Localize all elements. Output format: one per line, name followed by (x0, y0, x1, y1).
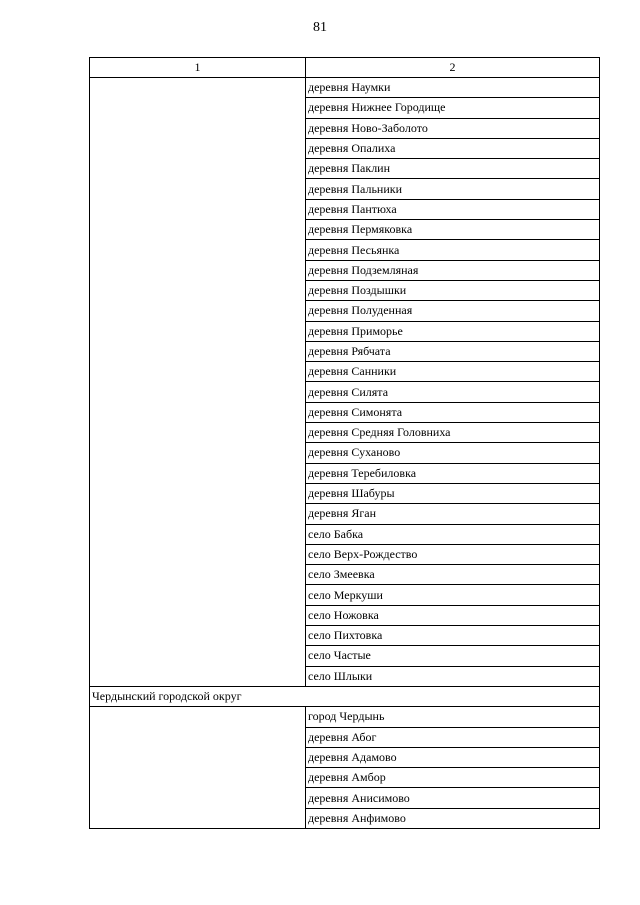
settlement-cell: деревня Яган (306, 504, 600, 524)
settlement-cell: деревня Поздышки (306, 280, 600, 300)
district-empty-cell (90, 707, 306, 829)
settlement-cell: деревня Амбор (306, 768, 600, 788)
settlement-cell: село Змеевка (306, 565, 600, 585)
settlement-cell: деревня Паклин (306, 159, 600, 179)
settlement-cell: село Верх-Рождество (306, 544, 600, 564)
table-header-row (90, 58, 600, 78)
settlement-cell: деревня Ново-Заболото (306, 118, 600, 138)
settlement-cell: село Пихтовка (306, 626, 600, 646)
settlement-cell: деревня Опалиха (306, 138, 600, 158)
column-header-1: 1 (90, 58, 306, 78)
column-header-2: 2 (306, 58, 600, 78)
settlement-cell: село Шлыки (306, 666, 600, 686)
settlement-cell: деревня Приморье (306, 321, 600, 341)
settlement-cell: деревня Пермяковка (306, 220, 600, 240)
settlement-cell: село Ножовка (306, 605, 600, 625)
settlement-cell: деревня Средняя Головниха (306, 423, 600, 443)
district-empty-cell (90, 78, 306, 687)
settlement-cell: село Частые (306, 646, 600, 666)
page-number: 81 (313, 20, 327, 35)
settlement-cell: деревня Симонята (306, 402, 600, 422)
settlement-cell: деревня Анисимово (306, 788, 600, 808)
settlement-cell: деревня Наумки (306, 78, 600, 98)
settlement-cell: деревня Санники (306, 362, 600, 382)
settlement-cell: деревня Шабуры (306, 483, 600, 503)
settlement-cell: деревня Пантюха (306, 199, 600, 219)
settlement-cell: деревня Рябчата (306, 341, 600, 361)
settlement-cell: деревня Песьянка (306, 240, 600, 260)
settlement-cell: город Чердынь (306, 707, 600, 727)
table-row (90, 707, 600, 727)
table-row (90, 78, 600, 98)
settlement-cell: деревня Теребиловка (306, 463, 600, 483)
settlement-cell: деревня Суханово (306, 443, 600, 463)
settlement-cell: деревня Адамово (306, 747, 600, 767)
settlement-cell: деревня Абог (306, 727, 600, 747)
settlement-cell: деревня Подземляная (306, 260, 600, 280)
settlement-cell: село Бабка (306, 524, 600, 544)
district-row (90, 686, 600, 706)
settlement-cell: село Меркуши (306, 585, 600, 605)
settlement-cell: деревня Силята (306, 382, 600, 402)
settlement-cell: деревня Нижнее Городище (306, 98, 600, 118)
settlement-cell: деревня Анфимово (306, 808, 600, 828)
district-name: Чердынский городской округ (90, 686, 600, 706)
settlement-cell: деревня Пальники (306, 179, 600, 199)
settlements-table (89, 57, 600, 829)
settlement-cell: деревня Полуденная (306, 301, 600, 321)
